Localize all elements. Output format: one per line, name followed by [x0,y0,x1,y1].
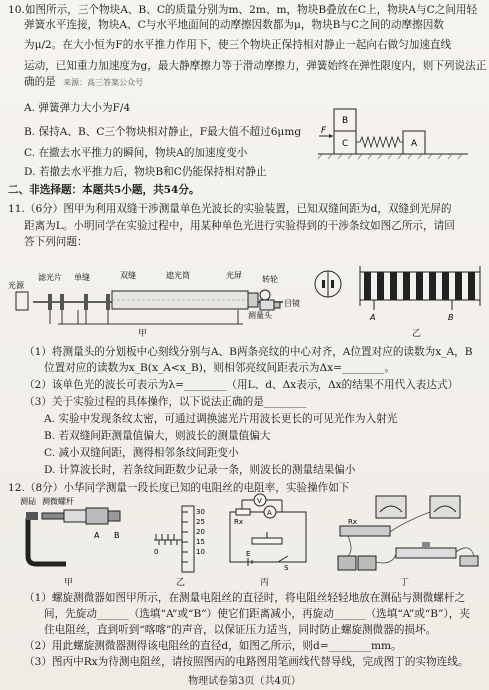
switch-label: S [284,564,289,572]
label-head: 测量头 [248,311,272,320]
q10-line5 [24,76,143,89]
physical-circuit-figure [334,492,484,576]
fringe-label-a: A [370,313,376,322]
q10-line5-text: 确的是 [24,76,56,88]
q11-fringe-figure [312,262,482,324]
micrometer-figure [20,498,125,573]
scale-30: 30 [196,508,205,516]
scale-25: 25 [196,518,205,526]
q11-line1: 11.（6分）图甲为利用双缝干涉测量单色光波长的实验装置，已知双缝间距为d，双缝到光屏的 [8,203,452,215]
spring [356,137,403,147]
caption-yi: 乙 [412,329,422,339]
label-screen: 光屏 [226,271,242,280]
q10-line4: 运动，已知重力加速度为g，最大静摩擦力等于滑动摩擦力，弹簧始终在弹性限度内，则下列说法正 [24,60,487,72]
scale-20: 20 [196,528,205,536]
q11-sub1-line1: （1）将测量头的分划板中心刻线分别与A、B两条亮纹的中心对齐，A位置对应的读数为x_A，B [24,346,473,358]
caption-12-bing: 丙 [260,578,270,588]
q11-line3: 答下列问题： [24,236,88,248]
rx-label: Rx [234,518,244,526]
q12-sub1-line1: （1）螺旋测微器如图甲所示，在测量电阻丝的直径时，将电阻丝轻轻地放在测砧与测微螺杆之 [24,592,466,604]
label-source: 光源 [8,281,24,290]
caption-12-jia: 甲 [64,578,74,588]
section-2-heading: 二、非选择题：本题共5小题，共54分。 [8,184,200,196]
label-tube: 遮光筒 [166,271,190,280]
label-spindle: 测微螺杆 [42,497,74,506]
q12-sub3: （3）图丙中Rx为待测电阻丝，请按照图丙的电路图用笔画线代替导线，完成图丁的实物连线。 [24,656,469,668]
battery-label: E [246,550,251,558]
circuit-diagram [222,492,312,574]
q10-option-d: D. 若撤去水平推力后，物块B和C仍能保持相对静止 [24,166,267,178]
q12-sub1-line2: 间，先旋动______（选填“A”或“B”）使它们距离减小，再旋动______（选填“A”或“B”），夹 [44,608,470,620]
label-eyepiece: 目镜 [284,299,300,308]
scale-15: 15 [196,538,205,546]
label-double-slit: 双缝 [120,271,136,280]
q11-option-c: C. 减小双缝间距，测得相邻条纹间距变小 [44,447,239,459]
q11-apparatus-figure [8,250,308,330]
label-b: B [342,116,349,126]
page-footer: 物理试卷第3页（共4页） [188,676,301,687]
voltmeter-label: V [257,497,262,505]
q10-option-b: B. 保持A、B、C三个物块相对静止，F最大值不超过6μmg [24,126,302,138]
q10-line2: 弹簧水平连接，物块A、C与水平地面间的动摩擦因数都为μ，物块B与C之间的动摩擦因数 [24,19,444,31]
watermark-text: 来源：高三答案公众号 [63,78,144,87]
label-wheel: 转轮 [262,275,278,284]
caption-12-yi: 乙 [176,578,186,588]
q10-line1: 10.如图所示，三个物块A、B、C的质量分别为m、2m、m，物块B叠放在C上，物块A与C之间用轻 [8,4,478,16]
label-a: A [411,139,418,149]
light-source [16,292,28,310]
q11-option-a: A. 实验中发现条纹太密，可通过调换滤光片用波长更长的可见光作为入射光 [44,413,398,425]
fringe-label-b: B [448,313,454,322]
q10-option-a: A. 弹簧弹力大小为F/4 [24,102,131,114]
q10-line3: 为μ/2。在大小恒为F的水平推力作用下，使三个物块正保持相对静止一起向右做匀加速直线 [24,39,452,51]
scale-0: 0 [154,548,159,556]
label-f: F [321,126,327,136]
q11-sub1-line2: 位置对应的读数为x_B(x_A<x_B)，则相邻亮纹间距表示为Δx=________。 [44,362,395,374]
label-c: C [342,139,349,149]
scale-10: 10 [196,548,205,556]
micrometer-reading-figure [150,500,210,572]
rx-label-ding: Rx [348,518,358,526]
label-knob-a: A [94,531,100,540]
q10-figure [318,106,468,161]
label-filter: 滤光片 [38,273,62,282]
q11-sub2: （2）该单色光的波长可表示为λ=________（用L、d、Δx表示，Δx的结果不用代入表达式） [24,379,459,391]
label-single-slit: 单缝 [74,273,90,282]
q12-sub2: （2）用此螺旋测微器测得该电阻丝的直径d，如图乙所示，则d=________mm。 [24,640,402,652]
fringe-pattern [360,266,480,306]
wheel [260,290,270,300]
label-anvil: 测砧 [20,497,36,506]
caption-jia: 甲 [138,329,148,339]
q11-option-d: D. 计算波长时，若条纹间距数少记录一条，则波长的测量结果偏小 [44,464,356,476]
caption-12-ding: 丁 [400,578,410,588]
q11-line2: 距离为L。小明同学在实验过程中，用某种单色光进行实验得到的干涉条纹如图乙所示，请回 [24,220,455,232]
q11-sub3: （3）关于实验过程的具体操作，以下说法正确的是________ [24,396,307,408]
q12-sub1-line3: 住电阻丝，直到听到“喀喀”的声音，以保证压力适当，同时防止螺旋测微器的损坏。 [44,624,437,636]
label-knob-b: B [114,531,120,540]
force-arrowhead [329,134,333,138]
q11-option-b: B. 若双缝间距测量值偏大，则波长的测量值偏大 [44,430,271,442]
ammeter-label: A [267,509,272,517]
q10-option-c: C. 在撤去水平推力的瞬间，物块A的加速度变小 [24,147,248,159]
q12-line1: 12.（8分）小华同学测量一段长度已知的电阻丝的电阻率，实验操作如下 [8,482,350,494]
